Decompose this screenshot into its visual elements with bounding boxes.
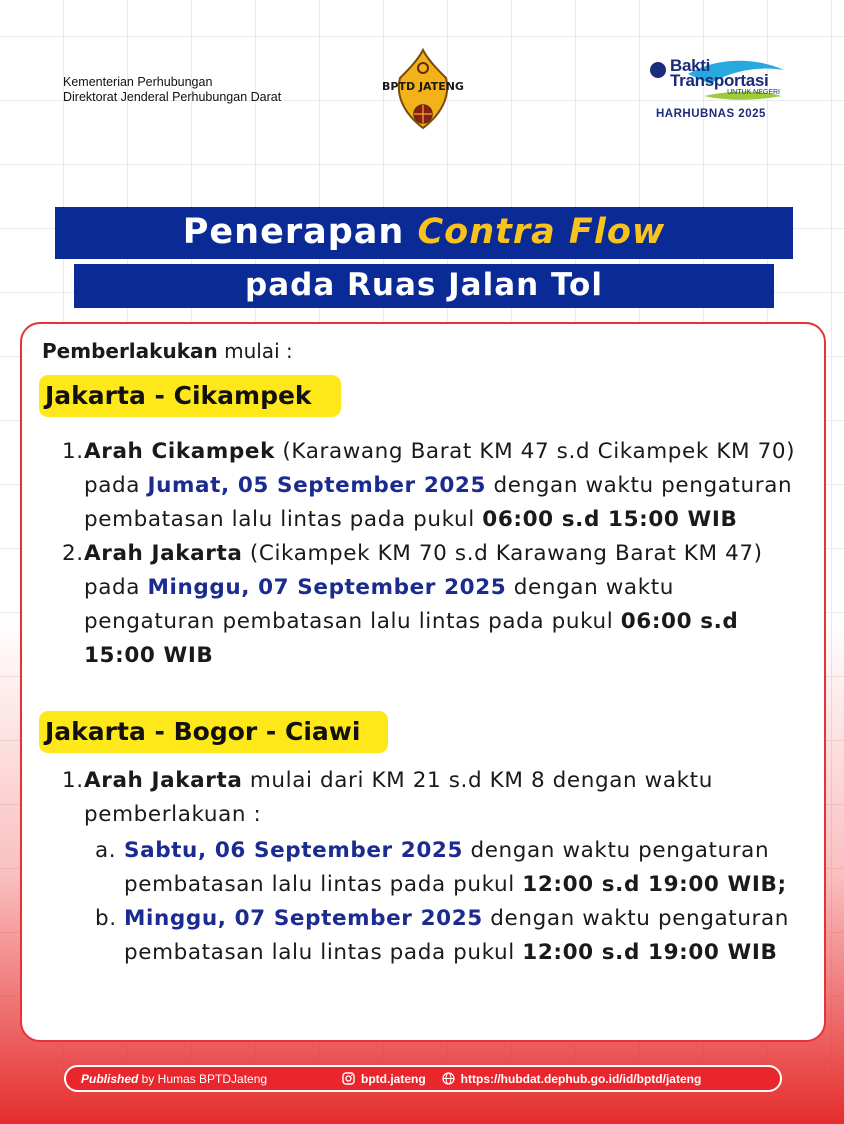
item-number: 1. (62, 439, 84, 464)
intro-bold: Pemberlakukan (42, 339, 218, 363)
item-text: dengan waktu pengaturan pembatasan lalu lintas pada pukul (84, 575, 675, 634)
title-banner-line-2: pada Ruas Jalan Tol (74, 264, 774, 308)
sub-item-date: Minggu, 07 September 2025 (124, 906, 483, 931)
instagram-handle: bptd.jateng (361, 1071, 426, 1086)
item-range: (Cikampek KM 70 s.d Karawang Barat KM 47) pada (84, 541, 763, 600)
item-direction: Arah Jakarta (84, 541, 243, 566)
sub-list-item (62, 902, 812, 970)
org-line-1: Kementerian Perhubungan (63, 75, 213, 89)
bakti-subtitle: UNTUK NEGERI (727, 89, 780, 96)
title-prefix: Penerapan (182, 212, 418, 252)
title-banner-line-1 (55, 207, 793, 259)
bakti-year: HARHUBNAS 2025 (656, 108, 766, 120)
sub-list-item (62, 834, 812, 902)
content-card (20, 322, 826, 1042)
intro-rest: mulai : (217, 339, 293, 363)
list-item (62, 537, 812, 673)
published-label: Published (81, 1072, 139, 1086)
item-direction: Arah Cikampek (84, 439, 275, 464)
section-title-jakarta-bogor-ciawi: Jakarta - Bogor - Ciawi (39, 711, 388, 753)
published-by (81, 1072, 267, 1086)
item-number: 1. (62, 768, 84, 793)
bakti-title: Bakti Transportasi (670, 56, 769, 90)
sub-item-time: 12:00 s.d 19:00 WIB; (522, 872, 787, 897)
social-links (330, 1067, 782, 1090)
published-by-text: by Humas BPTDJateng (138, 1072, 268, 1086)
sub-item-text: dengan waktu pengaturan pembatasan lalu lintas pada pukul (124, 906, 789, 965)
title-accent: Contra Flow (417, 212, 666, 252)
section-list-jakarta-bogor-ciawi (62, 764, 812, 970)
svg-text:BPTD JATENG: BPTD JATENG (382, 80, 464, 93)
sub-item-letter: b. (95, 906, 117, 931)
item-time: 06:00 s.d 15:00 WIB (482, 507, 738, 532)
sub-item-letter: a. (95, 838, 117, 863)
item-date: Minggu, 07 September 2025 (147, 575, 507, 600)
section-list-jakarta-cikampek (62, 435, 812, 673)
footer-bar (64, 1065, 782, 1092)
item-time: 06:00 s.d 15:00 WIB (84, 609, 739, 668)
list-item (62, 764, 812, 832)
sub-item-text: dengan waktu pengaturan pembatasan lalu lintas pada pukul (124, 838, 770, 897)
instagram-icon (342, 1072, 355, 1085)
website-url: https://hubdat.dephub.go.id/id/bptd/jateng (460, 1071, 702, 1086)
item-range: (Karawang Barat KM 47 s.d Cikampek KM 70) pada (84, 439, 796, 498)
item-number: 2. (62, 541, 84, 566)
org-line-2: Direktorat Jenderal Perhubungan Darat (63, 90, 282, 104)
sub-item-time: 12:00 s.d 19:00 WIB (522, 940, 778, 965)
website-link[interactable] (442, 1072, 702, 1086)
list-item (62, 435, 812, 537)
bakti-transportasi-logo (648, 56, 786, 124)
sub-item-date: Sabtu, 06 September 2025 (124, 838, 464, 863)
intro-text (42, 338, 293, 364)
instagram-link[interactable] (342, 1072, 426, 1086)
item-direction: Arah Jakarta (84, 768, 243, 793)
bptd-jateng-logo (382, 48, 464, 130)
sub-list (62, 834, 812, 970)
section-title-jakarta-cikampek: Jakarta - Cikampek (39, 375, 341, 417)
item-date: Jumat, 05 September 2025 (147, 473, 487, 498)
organization-name (63, 75, 281, 105)
item-range: mulai dari KM 21 s.d KM 8 dengan waktu pemberlakuan : (84, 768, 713, 827)
item-text: dengan waktu pengaturan pembatasan lalu lintas pada pukul (84, 473, 793, 532)
globe-icon (442, 1072, 455, 1085)
